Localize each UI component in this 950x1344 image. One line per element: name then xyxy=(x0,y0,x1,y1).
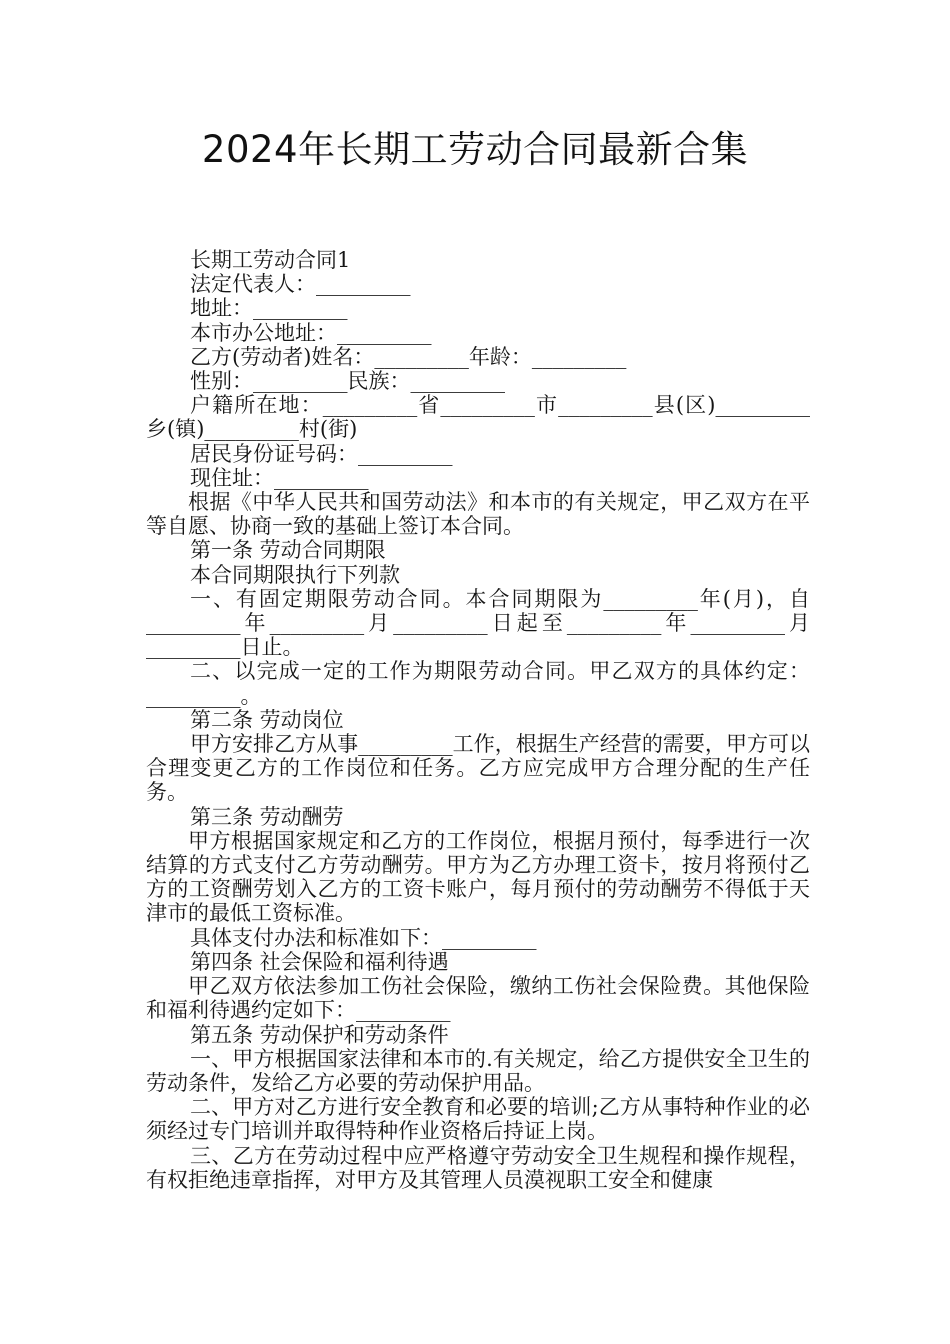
document-paragraph: 居民身份证号码：_________ xyxy=(190,441,453,466)
document-paragraph: 现住址：_________ xyxy=(190,465,369,490)
document-paragraph: 本合同期限执行下列款 xyxy=(190,562,400,587)
document-paragraph: 甲方根据国家规定和乙方的工作岗位，根据月预付，每季进行一次结算的方式支付乙方劳动酬劳。甲方为乙方办理工资卡，按月将预付乙方的工资酬劳划入乙方的工资卡账户，每月预付的劳动酬劳不得低于天津市的最低工资标准。 xyxy=(146,828,810,926)
document-body xyxy=(146,248,810,1192)
document-paragraph: 一、甲方根据国家法律和本市的.有关规定，给乙方提供安全卫生的劳动条件，发给乙方必要的劳动保护用品。 xyxy=(146,1046,810,1095)
document-paragraph: 三、乙方在劳动过程中应严格遵守劳动安全卫生规程和操作规程，有权拒绝违章指挥，对甲方及其管理人员漠视职工安全和健康 xyxy=(146,1143,810,1192)
document-paragraph: 二、甲方对乙方进行安全教育和必要的培训;乙方从事特种作业的必须经过专门培训并取得特种作业资格后持证上岗。 xyxy=(146,1095,810,1144)
document-paragraph: 二、以完成一定的工作为期限劳动合同。甲乙双方的具体约定：_________。 xyxy=(146,659,810,708)
document-paragraph: 法定代表人：_________ xyxy=(190,272,411,297)
document-paragraph: 第一条 劳动合同期限 xyxy=(190,538,386,563)
document-paragraph: 一、有固定期限劳动合同。本合同期限为_________年(月)，自_________年_________月_________日起至_________年_________月_________日止。 xyxy=(146,586,810,660)
document-title: 2024年长期工劳动合同最新合集 xyxy=(201,128,749,171)
document-paragraph: 本市办公地址：_________ xyxy=(190,320,432,345)
document-paragraph: 性别：_________民族：_________ xyxy=(190,369,505,394)
document-paragraph: 第四条 社会保险和福利待遇 xyxy=(190,949,449,974)
document-paragraph: 甲方安排乙方从事_________工作，根据生产经营的需要，甲方可以合理变更乙方的工作岗位和任务。乙方应完成甲方合理分配的生产任务。 xyxy=(146,732,810,805)
document-paragraph: 甲乙双方依法参加工伤社会保险，缴纳工伤社会保险费。其他保险和福利待遇约定如下：_________ xyxy=(146,974,810,1023)
document-paragraph: 具体支付办法和标准如下：_________ xyxy=(190,925,537,950)
document-paragraph: 第二条 劳动岗位 xyxy=(190,707,344,732)
document-paragraph: 地址：_________ xyxy=(190,296,348,321)
document-paragraph: 乙方(劳动者)姓名：_________年龄：_________ xyxy=(190,344,627,369)
document-paragraph: 长期工劳动合同1 xyxy=(190,248,351,272)
document-paragraph: 第三条 劳动酬劳 xyxy=(190,804,344,829)
document-paragraph: 根据《中华人民共和国劳动法》和本市的有关规定，甲乙双方在平等自愿、协商一致的基础上签订本合同。 xyxy=(146,490,810,539)
document-paragraph: 户籍所在地：_________省_________市_________县(区)_________乡(镇)_________村(街) xyxy=(146,393,810,442)
document-paragraph: 第五条 劳动保护和劳动条件 xyxy=(190,1022,449,1047)
